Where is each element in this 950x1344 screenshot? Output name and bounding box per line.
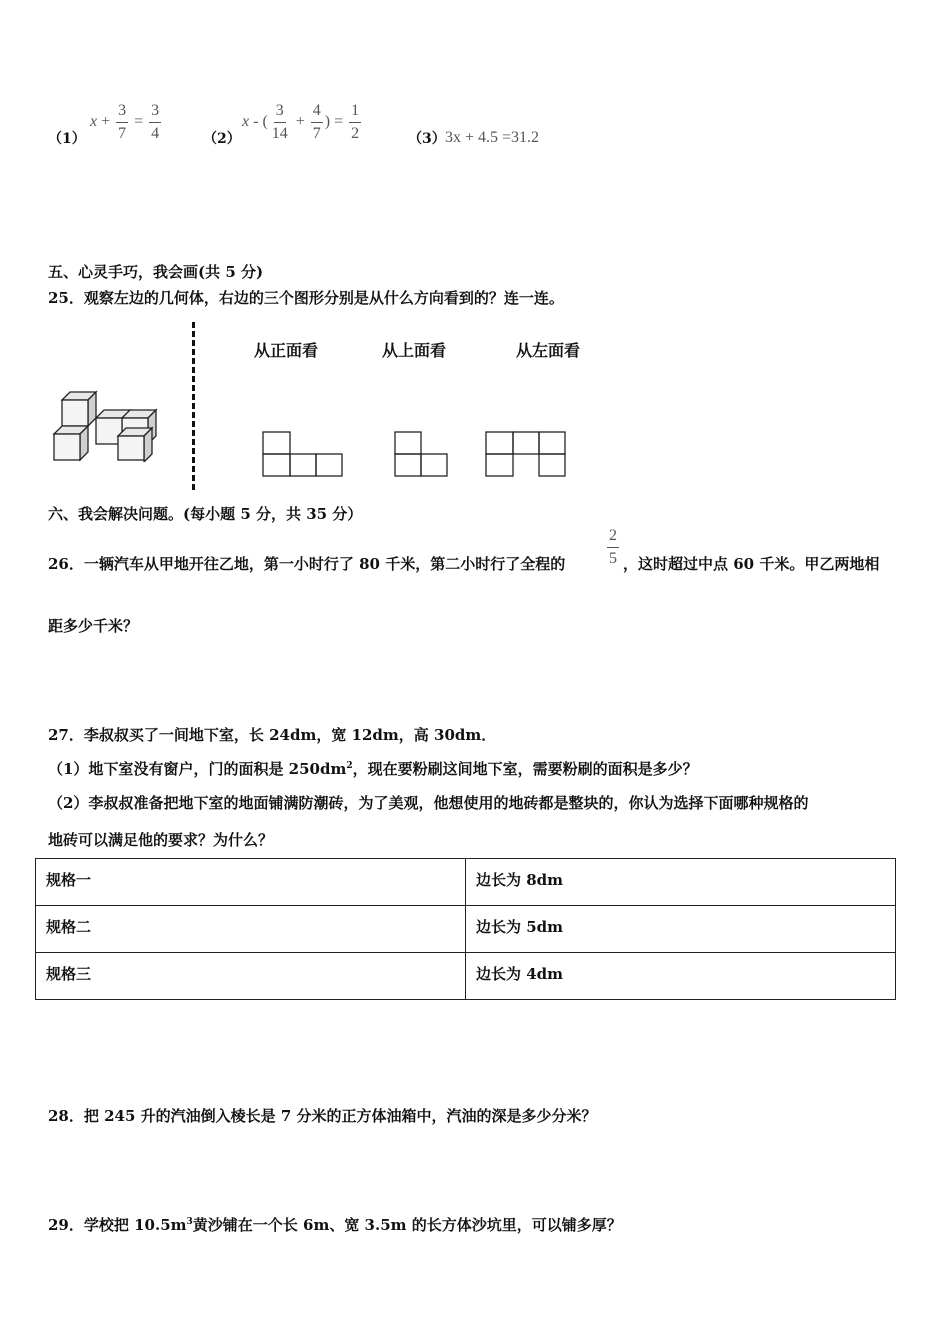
q26-text-b: ，这时超过中点 60 千米。甲乙两地相 <box>623 555 880 573</box>
eq2-label: （2） <box>203 131 241 147</box>
view-shape-1 <box>262 431 344 477</box>
table-row <box>36 906 896 953</box>
spec-desc: 边长为 8dm <box>466 859 896 906</box>
eq2-minus: - <box>253 113 259 131</box>
question-27-line4: 地砖可以满足他的要求？为什么？ <box>48 831 274 849</box>
eq2-plus: + <box>295 113 305 131</box>
spec-name: 规格一 <box>36 859 466 906</box>
q29-text-a: 29．学校把 10.5m <box>48 1216 187 1234</box>
q29-sup: 3 <box>186 1217 193 1227</box>
eq2-var: x <box>242 113 250 131</box>
eq2-fraction-b: $\frac{4}{7}$ <box>312 102 321 142</box>
table-row <box>36 953 896 1000</box>
question-26-line1 <box>48 553 565 574</box>
eq2-fraction-a: $\frac{3}{14}$ <box>271 102 288 142</box>
equation-2 <box>242 103 363 142</box>
table-row <box>36 859 896 906</box>
eq2-fraction-c: $\frac{1}{2}$ <box>351 102 360 142</box>
question-27-line2 <box>48 758 698 779</box>
spec-table <box>35 858 896 1000</box>
q27-part1-a: （1）地下室没有窗户，门的面积是 250dm <box>48 760 347 778</box>
q29-text-b: 黄沙铺在一个长 6m、宽 3.5m 的长方体沙坑里，可以铺多厚？ <box>192 1216 622 1234</box>
eq1-var: x <box>90 113 98 131</box>
eq2-equals: = <box>334 113 344 131</box>
section-5-title: 五、心灵手巧，我会画(共 5 分) <box>48 263 264 281</box>
cube-solid-figure <box>48 380 168 462</box>
question-29 <box>48 1214 622 1235</box>
view-shape-3 <box>485 431 567 477</box>
question-26-line2: 距多少千米？ <box>48 617 139 635</box>
question-27-line1: 27．李叔叔买了一间地下室，长 24dm，宽 12dm，高 30dm． <box>48 726 497 744</box>
spec-name: 规格三 <box>36 953 466 1000</box>
section-6-title: 六、我会解决问题。(每小题 5 分，共 35 分） <box>48 505 363 523</box>
q27-sup: 2 <box>346 761 353 771</box>
spec-desc: 边长为 5dm <box>466 906 896 953</box>
equation-1 <box>90 103 163 142</box>
eq3-label: （3） <box>408 131 446 147</box>
eq1-op: + <box>101 113 111 131</box>
eq1-equals: = <box>134 113 144 131</box>
q27-part1-b: ，现在要粉刷这间地下室，需要粉刷的面积是多少？ <box>352 760 698 778</box>
eq1-fraction-a: $\frac{3}{7}$ <box>118 102 127 142</box>
eq1-fraction-b: $\frac{3}{4}$ <box>151 102 160 142</box>
q26-text-a: 26．一辆汽车从甲地开往乙地，第一小时行了 80 千米，第二小时行了全程的 <box>48 555 566 573</box>
equation-3: 3x + 4.5 =31.2 <box>445 129 540 146</box>
view-shape-2 <box>394 431 450 477</box>
q26-fraction: $\frac{2}{5}$ <box>609 527 617 567</box>
eq2-close-paren: ) <box>324 113 331 131</box>
eq2-open-paren: ( <box>262 113 268 131</box>
view-label-top: 从上面看 <box>382 341 447 360</box>
dashed-divider <box>192 322 195 490</box>
view-label-front: 从正面看 <box>254 341 319 360</box>
spec-name: 规格二 <box>36 906 466 953</box>
question-27-line3: （2）李叔叔准备把地下室的地面铺满防潮砖，为了美观，他想使用的地砖都是整块的，你认为选择下面哪种规格的 <box>48 794 809 812</box>
question-25: 25．观察左边的几何体，右边的三个图形分别是从什么方向看到的？连一连。 <box>48 289 564 307</box>
eq1-label: （1） <box>48 131 86 147</box>
question-28: 28．把 245 升的汽油倒入棱长是 7 分米的正方体油箱中，汽油的深是多少分米？ <box>48 1107 597 1125</box>
spec-desc: 边长为 4dm <box>466 953 896 1000</box>
view-label-left: 从左面看 <box>516 341 581 360</box>
